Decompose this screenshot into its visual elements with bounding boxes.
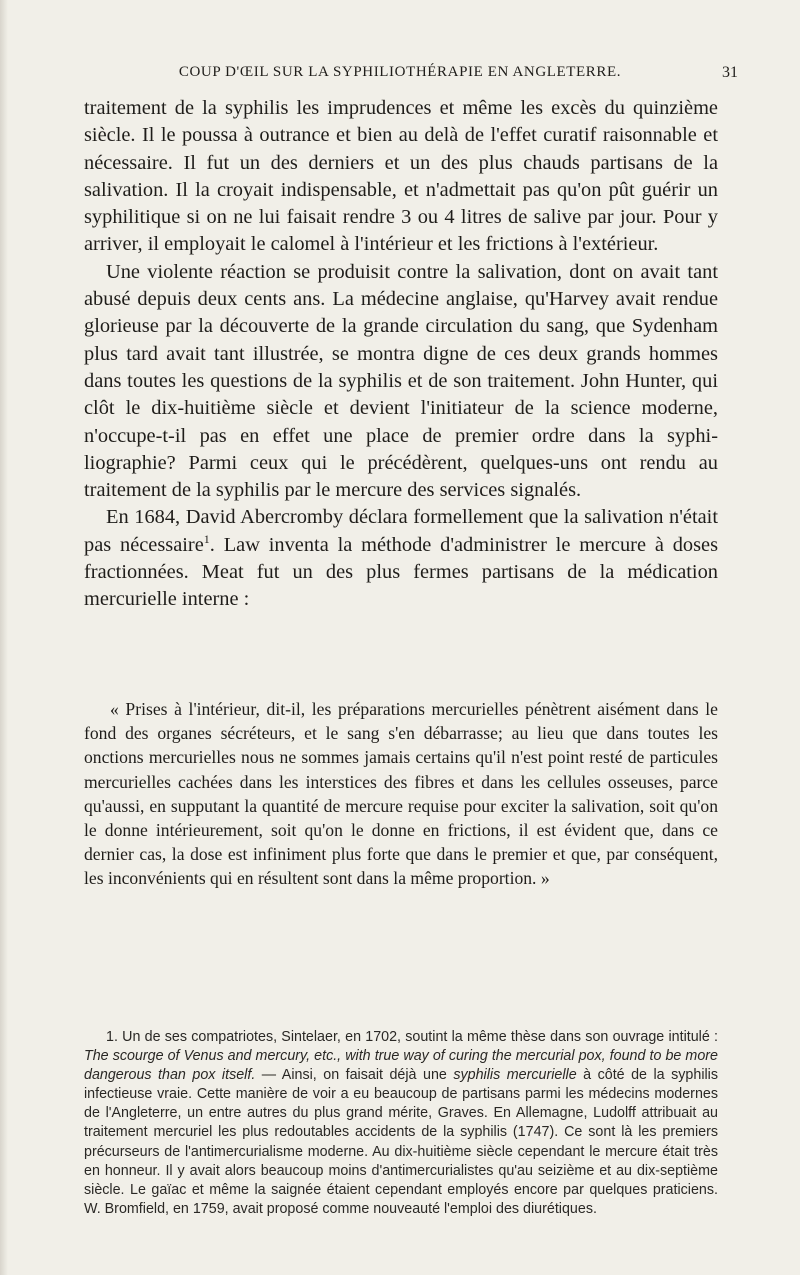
footnote-reference: 1 [203,531,210,546]
page-number: 31 [722,64,738,81]
footnote-part-1: Un de ses compatriotes, Sintelaer, en 1702, soutint la même thèse dans son ouvrage intitulé : [117,1029,718,1045]
footnote-number: 1. [106,1029,118,1045]
paragraph-1: traitement de la syphilis les imprudences et même les excès du quinzième siècle. Il le poussa à outrance et bien au delà de l'effet curatif raisonnable et nécessaire. Il fut un des derniers et un des plus chauds partisans de la salivation. Il la croyait indispensable, et n'admettait pas qu'on pût guérir un syphilitique si on ne lui faisait rendre 3 ou 4 litres de salive par jour. Pour y arriver, il employait le calomel à l'intérieur et les frictions à l'extérieur. [84,97,718,256]
footnote-part-3: à côté de la syphilis infectieuse vraie. Cette manière de voir a eu beaucoup de partisans parmi les médecins modernes de l'Angleterre, un entre autres du plus grand mérite, Graves. En Allemagne, Ludolff attribuait au traitement mercuriel les plus redoutables accidents de la syphilis (1747). Ce sont là les premiers précurseurs de l'antimercurialisme moderne. Au dix-huitième siècle cependant le mercure était très en honneur. Il y avait alors beaucoup moins d'antimercurialistes qu'au seizième et au dix-septième siècle. Le gaïac et même la saignée étaient cependant employés encore par quelques praticiens. W. Bromfield, en 1759, avait proposé comme nouveauté l'emploi des diurétiques. [84,1067,719,1217]
paragraph-3-lead: En 1684, David Abercromby déclara formellement que la salivation n'était pas nécessaire [84,506,718,556]
footnote-part-2: — Ainsi, on faisait déjà une [255,1067,454,1084]
main-text [84,95,718,614]
running-head [0,62,800,86]
block-quote [84,697,718,891]
quote-text: « Prises à l'intérieur, dit-il, les préparations mercurielles pénètrent aisément dans le fond des organes sécréteurs, et le sang s'en débarrasse; au lieu que dans toutes les onctions mercurielles nous ne sommes jamais certains qu'il n'est point resté de particules mercurielles cachées dans les interstices des fibres et dans les cellules osseuses, parce qu'aussi, en supputant la quantité de mercure requise pour exciter la salivation, soit qu'on le donne intérieurement, soit qu'on le donne en frictions, il est évident que, dans ce dernier cas, la dose est infiniment plus forte que dans le premier et que, par conséquent, les inconvénients qui en résultent sont dans la même proportion. » [84,699,718,889]
running-title: COUP D'ŒIL SUR LA SYPHILIOTHÉRAPIE EN ANGLETERRE. [178,64,622,80]
page-edge-shadow [0,0,8,1275]
footnote-term: syphilis mercurielle [453,1067,577,1084]
footnote-english-title: The scourge of Venus and mercury, etc., with true way of curing the mercurial pox, found to be more dangerous than pox itself. [84,1048,718,1084]
paragraph-3-mid: . Law inventa la méthode d'administrer le mercure à doses fractionnées. [84,533,718,584]
paragraph-3-end: Meat fut un des plus fermes partisans de la médication mercurielle interne : [84,561,718,611]
footnote-text [84,1028,718,1219]
paragraph-3 [84,504,718,613]
paragraph-2: Une violente réaction se produisit contre la salivation, dont on avait tant abusé depuis deux cents ans. La médecine anglaise, qu'Harvey avait rendue glorieuse par la découverte de la grande circulation du sang, que Sydenham plus tard avait tant illustrée, se montra digne de ces deux grands hommes dans toutes les questions de la syphilis et de son traitement. John Hunter, qui clôt le dix-huitième siècle et devient l'initiateur de la science moderne, n'occupe-t-il pas en effet une place de premier ordre dans la syphi-liographie? Parmi ceux qui le précédèrent, quelques-uns ont rendu au traitement de la syphilis par le mercure des services signalés. [84,260,718,502]
footnote [84,1028,718,1219]
